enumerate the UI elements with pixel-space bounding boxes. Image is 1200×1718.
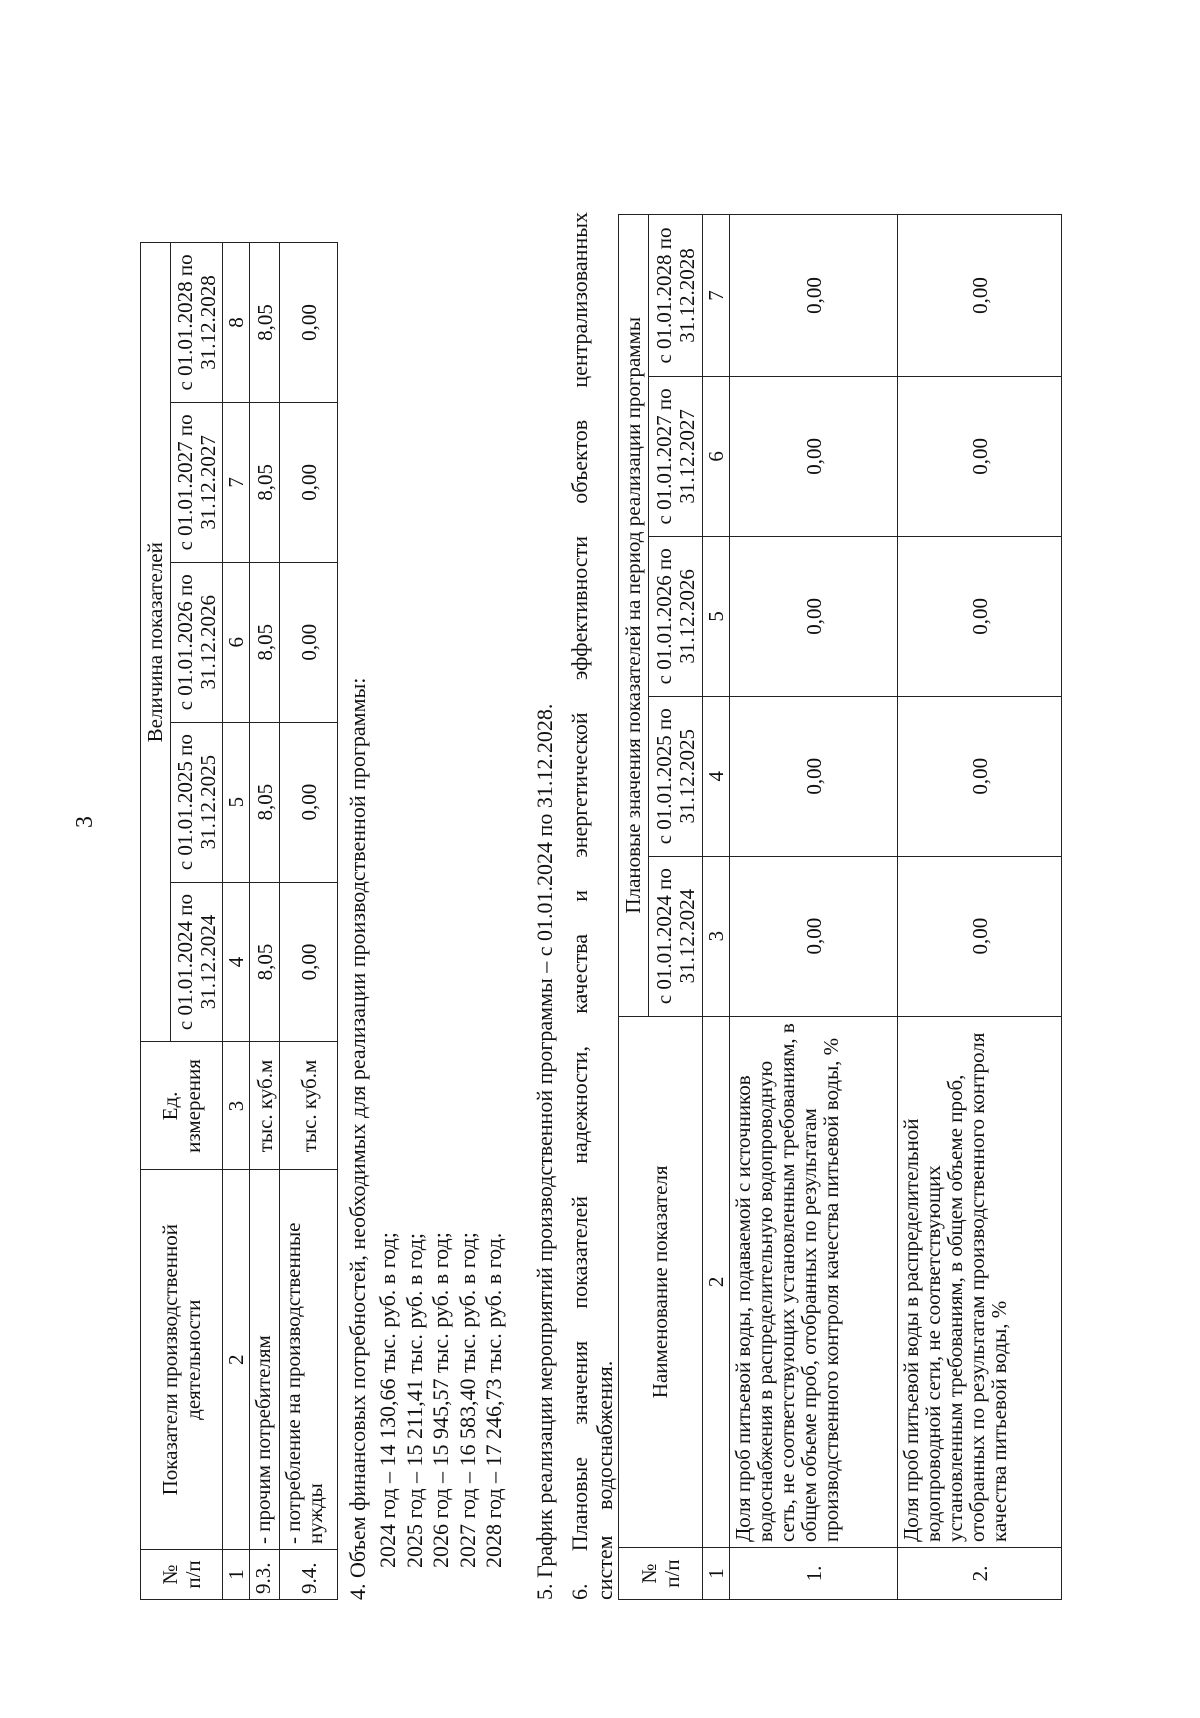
section-6-text: 6. Плановые значения показателей надежности, качества и энергетической эффективности объектов централизованных систем водоснабжения. <box>567 212 618 1600</box>
index-cell: 6 <box>223 562 250 722</box>
production-indicators-table <box>140 242 338 1600</box>
index-cell: 1 <box>703 1548 730 1600</box>
row-name: Доля проб питьевой воды, подаваемой с источников водоснабжения в распределительную водопроводную сеть, не соответствующих установленным требованиям, в общем объеме проб, отобранных по результатам производственного контроля качества питьевой воды, % <box>730 1016 898 1547</box>
list-item: 2028 год – 17 246,73 тыс. руб. в год. <box>481 1232 506 1568</box>
row-value: 0,00 <box>730 536 898 696</box>
row-value: 0,00 <box>898 215 1062 377</box>
table-row <box>898 215 1062 1600</box>
row-value: 8,05 <box>250 722 280 882</box>
table-row <box>280 243 338 1600</box>
row-name: Доля проб питьевой воды в распределительной водопроводной сети, не соответствующих установленным требованиям, в общем объеме проб, отобранных по результатам производственного контроля качества питьевой воды, % <box>898 1016 1062 1547</box>
index-cell: 4 <box>223 882 250 1042</box>
planned-indicators-table <box>618 214 1062 1600</box>
index-cell: 4 <box>703 696 730 856</box>
row-unit: тыс. куб.м <box>280 1042 338 1170</box>
index-row <box>223 243 250 1600</box>
row-value: 0,00 <box>280 562 338 722</box>
row-value: 0,00 <box>730 215 898 377</box>
row-value: 8,05 <box>250 882 280 1042</box>
list-item: 2027 год – 16 583,40 тыс. руб. в год; <box>454 1232 480 1568</box>
row-num: 1. <box>730 1548 898 1600</box>
index-cell: 2 <box>703 1016 730 1547</box>
table-row <box>730 215 898 1600</box>
index-cell: 3 <box>703 856 730 1016</box>
col-num-header: № п/п <box>619 1548 703 1600</box>
period-header: с 01.01.2024 по 31.12.2024 <box>649 856 703 1016</box>
row-value: 8,05 <box>250 402 280 562</box>
period-header: с 01.01.2024 по 31.12.2024 <box>171 882 223 1042</box>
index-cell: 7 <box>703 215 730 377</box>
list-item: 2025 год – 15 211,41 тыс. руб. в год; <box>401 1232 427 1568</box>
list-item: 2026 год – 15 945,57 тыс. руб. в год; <box>428 1232 453 1568</box>
index-cell: 5 <box>703 536 730 696</box>
period-header: с 01.01.2027 по 31.12.2027 <box>649 376 703 536</box>
row-value: 0,00 <box>280 402 338 562</box>
row-value: 8,05 <box>250 562 280 722</box>
col-group-header: Плановые значения показателей на период реализации программы <box>619 215 649 1017</box>
period-header: с 01.01.2027 по 31.12.2027 <box>171 402 223 562</box>
row-name: - прочим потребителям <box>250 1170 280 1550</box>
col-name-header: Показатели производственной деятельности <box>141 1170 223 1550</box>
row-num: 9.4. <box>280 1550 338 1600</box>
list-item: 2024 год – 14 130,66 тыс. руб. в год; <box>375 1232 400 1568</box>
row-value: 0,00 <box>280 243 338 403</box>
row-value: 0,00 <box>898 856 1062 1016</box>
period-header: с 01.01.2025 по 31.12.2025 <box>649 696 703 856</box>
index-row <box>703 215 730 1600</box>
row-value: 0,00 <box>730 856 898 1016</box>
col-unit-header: Ед. измерения <box>141 1042 223 1170</box>
index-cell: 1 <box>223 1550 250 1600</box>
index-cell: 5 <box>223 722 250 882</box>
row-unit: тыс. куб.м <box>250 1042 280 1170</box>
period-header: с 01.01.2028 по 31.12.2028 <box>649 215 703 377</box>
index-cell: 2 <box>223 1170 250 1550</box>
row-name: - потребление на производственные нужды <box>280 1170 338 1550</box>
row-value: 0,00 <box>730 376 898 536</box>
row-value: 0,00 <box>280 722 338 882</box>
row-value: 0,00 <box>730 696 898 856</box>
index-cell: 6 <box>703 376 730 536</box>
row-num: 9.3. <box>250 1550 280 1600</box>
col-num-header: № п/п <box>141 1550 223 1600</box>
row-value: 8,05 <box>250 243 280 403</box>
period-header: с 01.01.2025 по 31.12.2025 <box>171 722 223 882</box>
financial-needs-list <box>375 1232 508 1568</box>
period-header: с 01.01.2028 по 31.12.2028 <box>171 243 223 403</box>
index-cell: 7 <box>223 402 250 562</box>
section-5-text: 5. График реализации мероприятий производственной программы – с 01.01.2024 по 31.12.2028. <box>532 703 557 1600</box>
row-value: 0,00 <box>898 696 1062 856</box>
section-4-heading: 4. Объем финансовых потребностей, необходимых для реализации производственной программы: <box>345 677 370 1600</box>
row-num: 2. <box>898 1548 1062 1600</box>
period-header: с 01.01.2026 по 31.12.2026 <box>171 562 223 722</box>
table-row <box>250 243 280 1600</box>
row-value: 0,00 <box>280 882 338 1042</box>
index-cell: 3 <box>223 1042 250 1170</box>
col-group-header: Величина показателей <box>141 243 171 1042</box>
page-number: 3 <box>72 816 98 828</box>
row-value: 0,00 <box>898 536 1062 696</box>
row-value: 0,00 <box>898 376 1062 536</box>
col-name-header: Наименование показателя <box>619 1016 703 1547</box>
index-cell: 8 <box>223 243 250 403</box>
period-header: с 01.01.2026 по 31.12.2026 <box>649 536 703 696</box>
